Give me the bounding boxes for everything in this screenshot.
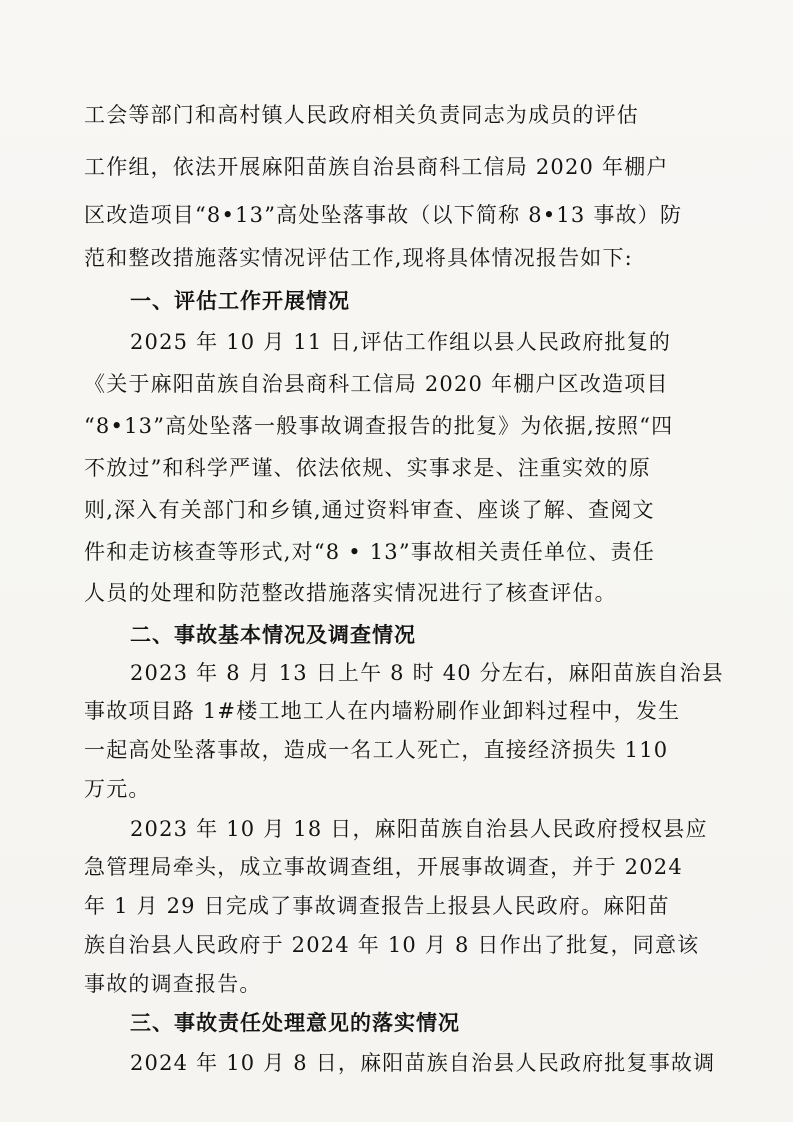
body-line: 2023 年 8 月 13 日上午 8 时 40 分左右，麻阳苗族自治县 xyxy=(130,661,724,685)
body-line: 区改造项目“8•13”高处坠落事故（以下简称 8•13 事故）防 xyxy=(84,203,683,227)
section-heading-3: 三、事故责任处理意见的落实情况 xyxy=(130,1011,460,1035)
section-heading-2: 二、事故基本情况及调查情况 xyxy=(130,623,416,647)
section-heading-1: 一、评估工作开展情况 xyxy=(130,289,350,313)
body-line: 工会等部门和高村镇人民政府相关负责同志为成员的评估 xyxy=(84,103,639,127)
body-line: 急管理局牵头，成立事故调查组，开展事故调查，并于 2024 xyxy=(84,855,683,879)
body-line: 人员的处理和防范整改措施落实情况进行了核查评估。 xyxy=(84,581,617,605)
body-line: 件和走访核查等形式,对“8 • 13”事故相关责任单位、责任 xyxy=(84,540,655,564)
body-line: 年 1 月 29 日完成了事故调查报告上报县人民政府。麻阳苗 xyxy=(84,894,670,918)
body-line: 不放过”和科学严谨、依法依规、实事求是、注重实效的原 xyxy=(84,456,651,480)
body-line: 事故项目路 1#楼工地工人在内墙粉刷作业卸料过程中，发生 xyxy=(84,699,681,723)
body-line: 一起高处坠落事故，造成一名工人死亡，直接经济损失 110 xyxy=(84,738,669,762)
body-line: “8•13”高处坠落一般事故调查报告的批复》为依据,按照“四 xyxy=(84,414,674,438)
body-line: 工作组，依法开展麻阳苗族自治县商科工信局 2020 年棚户 xyxy=(84,155,669,179)
body-line: 2023 年 10 月 18 日，麻阳苗族自治县人民政府授权县应 xyxy=(130,817,708,841)
body-line: 范和整改措施落实情况评估工作,现将具体情况报告如下: xyxy=(84,246,633,270)
body-line: 2024 年 10 月 8 日，麻阳苗族自治县人民政府批复事故调 xyxy=(130,1051,716,1075)
body-line: 事故的调查报告。 xyxy=(84,972,262,996)
body-line: 万元。 xyxy=(84,777,151,801)
body-line: 《关于麻阳苗族自治县商科工信局 2020 年棚户区改造项目 xyxy=(84,372,669,396)
body-line: 则,深入有关部门和乡镇,通过资料审查、座谈了解、查阅文 xyxy=(84,498,655,522)
body-line: 族自治县人民政府于 2024 年 10 月 8 日作出了批复，同意该 xyxy=(84,933,700,957)
body-line: 2025 年 10 月 11 日,评估工作组以县人民政府批复的 xyxy=(130,330,672,354)
